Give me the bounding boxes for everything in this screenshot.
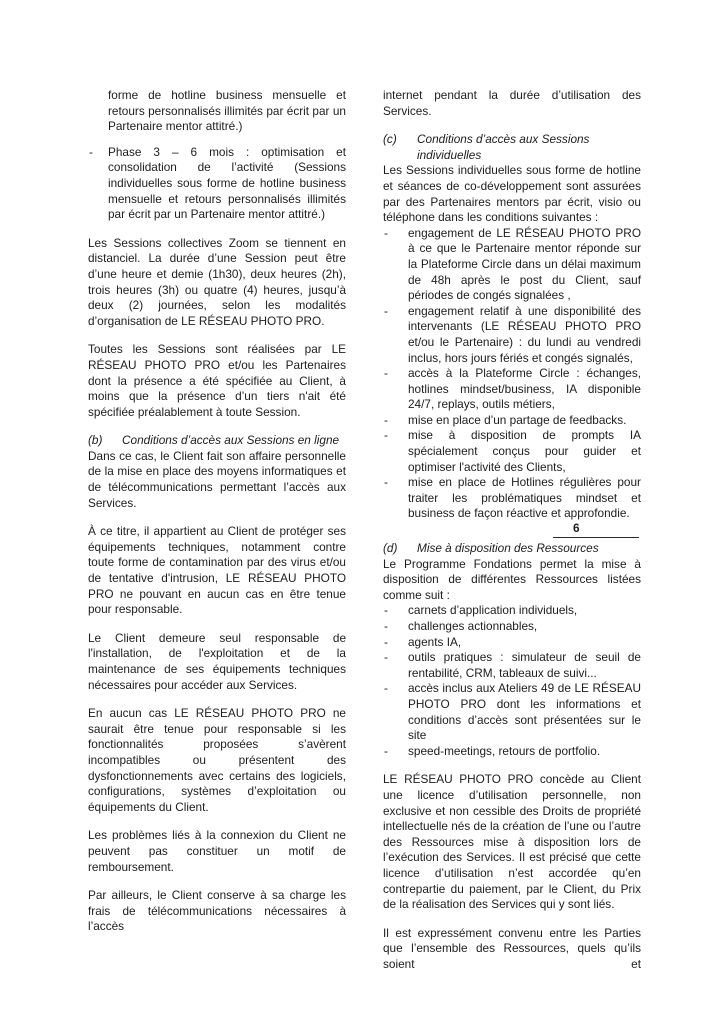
page-number: 6	[573, 521, 580, 536]
paragraph: À ce titre, il appartient au Client de protéger ses équipements techniques, notamment contre toute forme de contamination par des virus et/ou de tentative d'intrusion, LE RÉSEAU PHOTO PRO ne pouvant en aucun cas en être tenue pour responsable.	[88, 524, 346, 617]
list-item	[383, 366, 641, 413]
paragraph: Les problèmes liés à la connexion du Client ne peuvent pas constituer un motif de remboursement.	[88, 828, 346, 874]
left-column	[88, 88, 346, 948]
paragraph: Toutes les Sessions sont réalisées par LE RÉSEAU PHOTO PRO et/ou les Partenaires dont la présence a été spécifiée au Client, à moins que la présence d’un tiers n'ait été spécifiée préalablement à toute Session.	[88, 342, 346, 419]
paragraph: forme de hotline business mensuelle et retours personnalisés illimités par écrit par un Partenaire mentor attitré.)	[108, 88, 346, 134]
list-item	[383, 635, 641, 651]
bullet-dash: -	[384, 743, 388, 758]
resources-list	[383, 603, 641, 759]
list-item	[383, 413, 641, 429]
list-item	[383, 304, 641, 366]
list-item	[383, 475, 641, 522]
section-heading-c	[383, 132, 641, 163]
paragraph: Les Sessions individuelles sous forme de hotline et séances de co-développement sont assurées par des Partenaires mentors par écrit, visio ou téléphone dans les conditions suivantes :	[383, 163, 641, 225]
bullet-dash: -	[384, 619, 388, 633]
list-item-text: accès inclus aux Ateliers 49 de LE RÉSEAU PHOTO PRO dont les informations et conditions d’accès sont présentées sur le site	[408, 681, 641, 743]
paragraph: En aucun cas LE RÉSEAU PHOTO PRO ne saurait être tenue pour responsable si les fonctionnalités proposées s’avèrent incompatibles ou présentent des dysfonctionnements avec certains des logiciels, configurations, systèmes d’exploitation ou équipements du Client.	[88, 706, 346, 814]
list-item-text: mise en place d’un partage de feedbacks.	[408, 412, 627, 427]
section-label: (c)	[383, 132, 397, 147]
bullet-dash: -	[384, 366, 388, 381]
list-item-text: challenges actionnables,	[408, 619, 538, 633]
list-item-text: agents IA,	[408, 634, 462, 649]
list-item-text: mise à disposition de prompts IA spécialement conçus pour guider et optimiser l'activité des Clients,	[408, 428, 641, 474]
list-item	[383, 650, 641, 681]
section-heading-b	[88, 433, 346, 449]
paragraph: Il est expressément convenu entre les Parties que l’ensemble des Ressources, quels qu’ils soient et	[383, 925, 641, 971]
section-label: (d)	[383, 541, 398, 556]
paragraph: internet pendant la durée d’utilisation des Services.	[383, 88, 641, 118]
conditions-list	[383, 226, 641, 522]
bullet-dash: -	[384, 428, 388, 443]
bullet-dash: -	[384, 303, 388, 318]
bullet-dash: -	[384, 650, 388, 665]
paragraph: LE RÉSEAU PHOTO PRO concède au Client une licence d’utilisation personnelle, non exclusive et non cessible des Droits de propriété intellectuelle nés de la création de l’une ou l’autre des Ressources mise à disposition lors de l’exécution des Services. Il est précisé que cette licence d’utilisation n’est accordée qu’en contrepartie du paiement, par le Client, du Prix de la réalisation des Services qui y sont liés.	[383, 772, 641, 912]
section-title: Conditions d’accès aux Sessions individuelles	[417, 132, 590, 162]
section-heading-d	[383, 541, 641, 557]
bullet-dash: -	[89, 144, 93, 159]
paragraph: Dans ce cas, le Client fait son affaire personnelle de la mise en place des moyens informatiques et de télécommunications permettant l’accès aux Services.	[88, 448, 346, 510]
phase-list	[88, 145, 346, 223]
paragraph: Le Programme Fondations permet la mise à disposition de différentes Ressources listées comme suit :	[383, 556, 641, 602]
list-item	[383, 619, 641, 635]
list-item-text: Phase 3 – 6 mois : optimisation et consolidation de l’activité (Sessions individuelles sous forme de hotline business mensuelle et retours personnalisés illimités par écrit par un Partenaire mentor attitré.)	[108, 144, 346, 222]
section-label: (b)	[88, 433, 103, 448]
bullet-dash: -	[384, 681, 388, 696]
list-item-text: accès à la Plateforme Circle : échanges, hotlines mindset/business, IA disponible 24/7, replays, outils métiers,	[408, 366, 641, 412]
paragraph: Le Client demeure seul responsable de l'installation, de l'exploitation et de la maintenance de ses équipements techniques nécessaires pour accéder aux Services.	[88, 630, 346, 692]
bullet-dash: -	[384, 412, 388, 427]
list-item	[88, 145, 346, 223]
list-item-text: engagement relatif à une disponibilité des intervenants (LE RÉSEAU PHOTO PRO et/ou le Partenaire) : du lundi au vendredi inclus, hors jours fériés et congés signalés,	[408, 303, 641, 365]
right-column	[383, 88, 641, 985]
list-item	[383, 603, 641, 619]
list-item-text: mise en place de Hotlines régulières pour traiter les problématiques mindset et business de façon réactive et approfondie.	[408, 475, 641, 521]
list-item	[383, 428, 641, 475]
list-item-text: speed-meetings, retours de portfolio.	[408, 743, 601, 758]
footnote-separator	[553, 520, 639, 538]
paragraph: Par ailleurs, le Client conserve à sa charge les frais de télécommunications nécessaires à l’accès	[88, 888, 346, 934]
list-item-text: carnets d’application individuels,	[408, 603, 578, 618]
section-title: Conditions d’accès aux Sessions en ligne	[122, 433, 340, 448]
bullet-dash: -	[384, 475, 388, 490]
bullet-dash: -	[384, 225, 388, 240]
bullet-dash: -	[384, 634, 388, 649]
section-title: Mise à disposition des Ressources	[417, 541, 599, 556]
paragraph: Les Sessions collectives Zoom se tiennent en distanciel. La durée d’une Session peut être d’une heure et demie (1h30), deux heures (2h), trois heures (3h) ou quatre (4) heures, jusqu’à deux (2) journées, selon les modalités d’organisation de LE RÉSEAU PHOTO PRO.	[88, 235, 346, 328]
list-item-text: outils pratiques : simulateur de seuil de rentabilité, CRM, tableaux de suivi...	[408, 650, 641, 680]
list-item-text: engagement de LE RÉSEAU PHOTO PRO à ce que le Partenaire mentor réponde sur la Plateforme Circle dans un délai maximum de 48h après le post du Client, sauf périodes de congés signalées ,	[408, 225, 641, 303]
list-item	[383, 744, 641, 760]
list-item	[383, 226, 641, 304]
list-item	[383, 681, 641, 743]
bullet-dash: -	[384, 603, 388, 618]
